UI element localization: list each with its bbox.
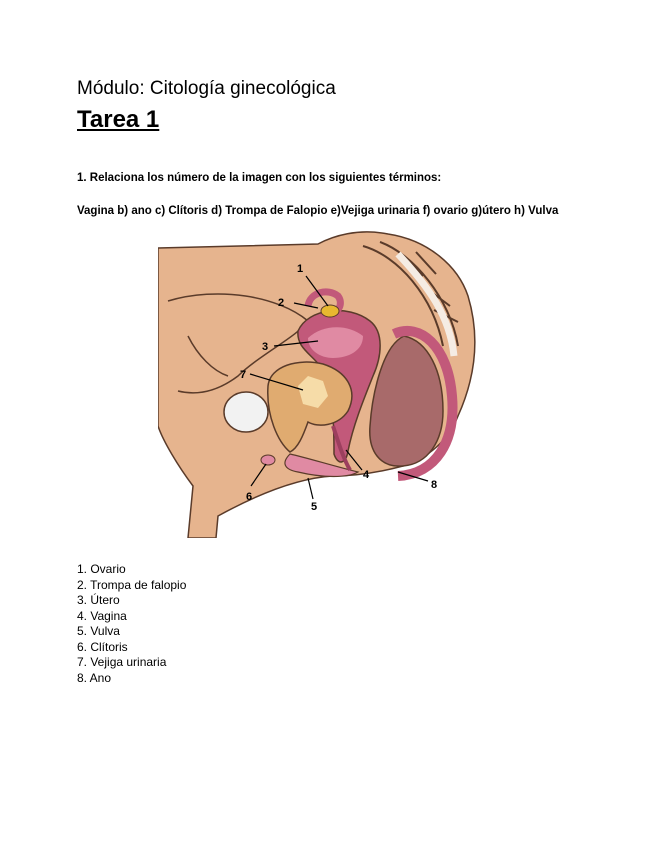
answer-item: 4. Vagina — [77, 608, 127, 623]
pubic-bone — [224, 392, 268, 432]
answer-item: 2. Trompa de falopio — [77, 577, 187, 592]
answer-item: 8. Ano — [77, 670, 112, 685]
anatomy-figure — [158, 226, 478, 538]
figure-label-8: 8 — [431, 479, 438, 491]
module-title: Módulo: Citología ginecológica — [77, 78, 336, 99]
figure-label-3: 3 — [262, 341, 269, 353]
figure-label-4: 4 — [363, 469, 370, 481]
figure-label-6: 6 — [246, 491, 253, 503]
question-text: 1. Relaciona los número de la imagen con los siguientes términos: — [77, 172, 442, 184]
answer-item: 6. Clítoris — [77, 639, 128, 654]
figure-label-2: 2 — [278, 297, 285, 309]
clitoris-shape — [261, 455, 275, 465]
figure-label-7: 7 — [240, 369, 247, 381]
ovary-shape — [321, 305, 339, 317]
terms-list: Vagina b) ano c) Clítoris d) Trompa de Falopio e)Vejiga urinaria f) ovario g)útero h) Vulva — [77, 205, 559, 217]
figure-label-1: 1 — [297, 263, 304, 275]
answer-item: 1. Ovario — [77, 562, 126, 576]
anatomy-illustration — [158, 226, 478, 538]
answer-item: 7. Vejiga urinaria — [77, 655, 167, 669]
answer-item: 5. Vulva — [77, 624, 120, 638]
answers-list — [77, 562, 186, 686]
figure-label-5: 5 — [311, 501, 318, 513]
answer-item: 3. Útero — [77, 593, 120, 607]
task-title: Tarea 1 — [77, 106, 160, 133]
